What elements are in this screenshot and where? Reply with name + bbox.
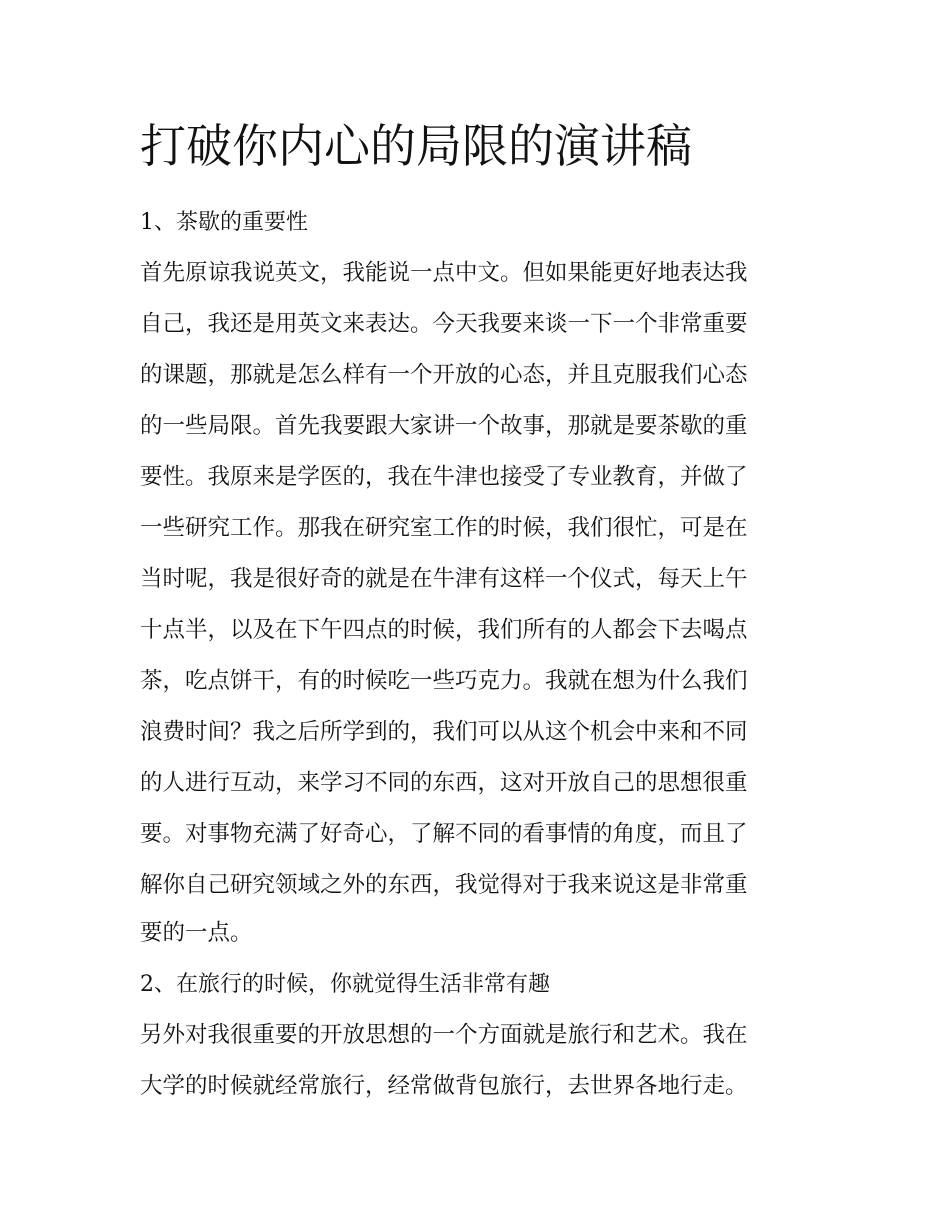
paragraph-line: 解你自己研究领域之外的东西，我觉得对于我来说这是非常重	[140, 872, 748, 898]
paragraph-line: 茶，吃点饼干，有的时候吃一些巧克力。我就在想为什么我们	[140, 668, 748, 694]
paragraph-line: 的人进行互动，来学习不同的东西，这对开放自己的思想很重	[140, 770, 748, 796]
paragraph-line: 的课题，那就是怎么样有一个开放的心态，并且克服我们心态	[140, 362, 748, 388]
section-heading-1: 1、茶歇的重要性	[140, 210, 308, 235]
paragraph-line: 另外对我很重要的开放思想的一个方面就是旅行和艺术。我在	[140, 1022, 748, 1048]
paragraph-line: 十点半，以及在下午四点的时候，我们所有的人都会下去喝点	[140, 617, 748, 643]
paragraph-line: 大学的时候就经常旅行，经常做背包旅行，去世界各地行走。	[140, 1073, 748, 1099]
section-heading-2: 2、在旅行的时候，你就觉得生活非常有趣	[140, 972, 550, 997]
paragraph-line: 自己，我还是用英文来表达。今天我要来谈一下一个非常重要	[140, 311, 748, 337]
paragraph-line: 要的一点。	[140, 920, 253, 946]
document-title: 打破你内心的局限的演讲稿	[140, 119, 692, 173]
paragraph-line: 的一些局限。首先我要跟大家讲一个故事，那就是要茶歇的重	[140, 413, 748, 439]
paragraph-line: 当时呢，我是很好奇的就是在牛津有这样一个仪式，每天上午	[140, 566, 748, 592]
paragraph-line: 要。对事物充满了好奇心，了解不同的看事情的角度，而且了	[140, 821, 748, 847]
paragraph-line: 要性。我原来是学医的，我在牛津也接受了专业教育，并做了	[140, 464, 748, 490]
paragraph-line: 一些研究工作。那我在研究室工作的时候，我们很忙，可是在	[140, 515, 748, 541]
paragraph-line: 浪费时间？我之后所学到的，我们可以从这个机会中来和不同	[140, 719, 748, 745]
paragraph-line: 首先原谅我说英文，我能说一点中文。但如果能更好地表达我	[140, 260, 748, 286]
